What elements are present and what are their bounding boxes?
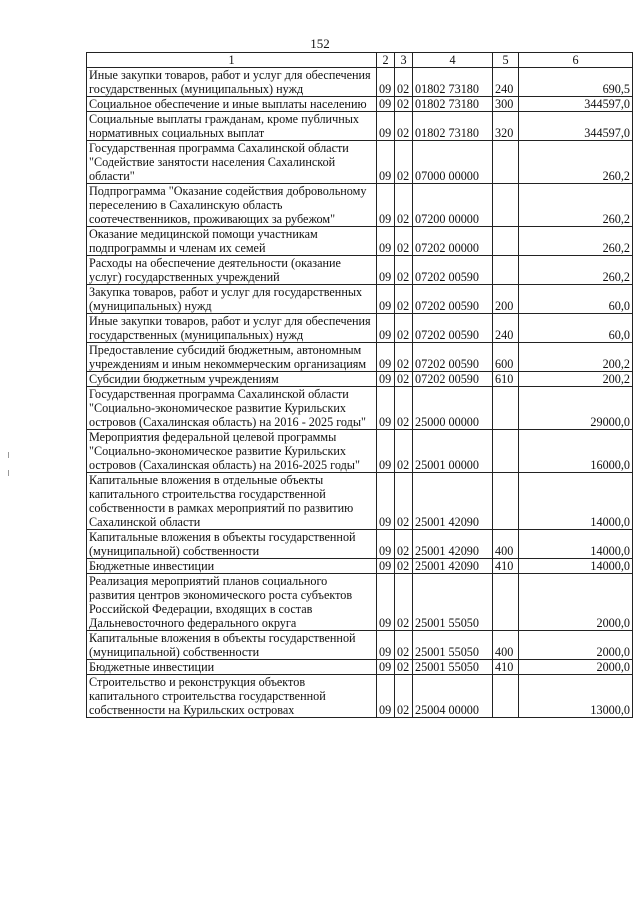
expense-name: Государственная программа Сахалинской области "Содействие занятости населения Сахалинской области" [87,141,377,184]
section-code: 09 [377,97,395,112]
expense-type-code [493,574,519,631]
target-article-code: 01802 73180 [413,112,493,141]
expense-name: Капитальные вложения в объекты государственной (муниципальной) собственности [87,530,377,559]
amount: 14000,0 [519,530,633,559]
section-code: 09 [377,141,395,184]
section-code: 09 [377,314,395,343]
expense-name: Социальные выплаты гражданам, кроме публичных нормативных социальных выплат [87,112,377,141]
header-cell: 5 [493,53,519,68]
target-article-code: 25004 00000 [413,675,493,718]
expense-name: Капитальные вложения в отдельные объекты капитального строительства государственной собственности в рамках мероприятий по развитию Сахалинской области [87,473,377,530]
expense-type-code: 240 [493,314,519,343]
section-code: 09 [377,343,395,372]
table-row [87,530,633,559]
expense-type-code: 410 [493,559,519,574]
target-article-code: 25001 55050 [413,660,493,675]
table-row [87,256,633,285]
section-code: 09 [377,184,395,227]
amount: 60,0 [519,314,633,343]
section-code: 09 [377,430,395,473]
amount: 260,2 [519,256,633,285]
section-code: 09 [377,574,395,631]
expense-type-code [493,141,519,184]
expense-type-code [493,675,519,718]
table-row [87,141,633,184]
section-code: 09 [377,660,395,675]
amount: 2000,0 [519,631,633,660]
expense-name: Реализация мероприятий планов социального развития центров экономического роста субъектов Российской Федерации, входящих в состав Дальневосточного федерального округа [87,574,377,631]
table-row [87,314,633,343]
subsection-code: 02 [395,184,413,227]
expense-name: Закупка товаров, работ и услуг для государственных (муниципальных) нужд [87,285,377,314]
target-article-code: 25001 55050 [413,631,493,660]
subsection-code: 02 [395,430,413,473]
target-article-code: 25000 00000 [413,387,493,430]
amount: 60,0 [519,285,633,314]
target-article-code: 25001 00000 [413,430,493,473]
expense-type-code: 240 [493,68,519,97]
table-row [87,184,633,227]
expense-name: Субсидии бюджетным учреждениям [87,372,377,387]
table-row [87,675,633,718]
amount: 200,2 [519,343,633,372]
target-article-code: 25001 42090 [413,530,493,559]
expense-type-code [493,430,519,473]
table-row [87,112,633,141]
expense-name: Социальное обеспечение и иные выплаты населению [87,97,377,112]
target-article-code: 07202 00590 [413,372,493,387]
expense-name: Бюджетные инвестиции [87,660,377,675]
amount: 2000,0 [519,660,633,675]
subsection-code: 02 [395,473,413,530]
expense-type-code: 300 [493,97,519,112]
table-row [87,430,633,473]
subsection-code: 02 [395,574,413,631]
expense-name: Оказание медицинской помощи участникам подпрограммы и членам их семей [87,227,377,256]
expense-type-code: 610 [493,372,519,387]
page-number: 152 [310,36,330,51]
amount: 260,2 [519,141,633,184]
header-cell: 6 [519,53,633,68]
target-article-code: 07000 00000 [413,141,493,184]
expense-name: Подпрограмма "Оказание содействия добровольному переселению в Сахалинскую область соотечественников, проживающих за рубежом" [87,184,377,227]
subsection-code: 02 [395,97,413,112]
amount: 16000,0 [519,430,633,473]
section-code: 09 [377,112,395,141]
expense-type-code: 400 [493,530,519,559]
subsection-code: 02 [395,112,413,141]
table-row [87,68,633,97]
expense-type-code [493,184,519,227]
target-article-code: 07202 00590 [413,285,493,314]
expense-name: Капитальные вложения в объекты государственной (муниципальной) собственности [87,631,377,660]
target-article-code: 07202 00590 [413,343,493,372]
expense-type-code: 600 [493,343,519,372]
section-code: 09 [377,68,395,97]
header-row [87,53,633,68]
amount: 260,2 [519,184,633,227]
amount: 2000,0 [519,574,633,631]
subsection-code: 02 [395,631,413,660]
amount: 29000,0 [519,387,633,430]
amount: 260,2 [519,227,633,256]
table-row [87,97,633,112]
subsection-code: 02 [395,530,413,559]
subsection-code: 02 [395,141,413,184]
table-row [87,387,633,430]
subsection-code: 02 [395,559,413,574]
header-cell: 2 [377,53,395,68]
header-cell: 3 [395,53,413,68]
section-code: 09 [377,285,395,314]
scan-mark [8,452,9,458]
target-article-code: 25001 42090 [413,473,493,530]
subsection-code: 02 [395,660,413,675]
subsection-code: 02 [395,256,413,285]
expense-type-code: 400 [493,631,519,660]
expense-name: Иные закупки товаров, работ и услуг для обеспечения государственных (муниципальных) нужд [87,314,377,343]
table-row [87,285,633,314]
section-code: 09 [377,372,395,387]
section-code: 09 [377,473,395,530]
section-code: 09 [377,387,395,430]
budget-table [86,52,633,718]
table-row [87,660,633,675]
expense-type-code: 200 [493,285,519,314]
subsection-code: 02 [395,387,413,430]
subsection-code: 02 [395,227,413,256]
amount: 690,5 [519,68,633,97]
expense-name: Строительство и реконструкция объектов капитального строительства государственной собственности на Курильских островах [87,675,377,718]
header-cell: 4 [413,53,493,68]
section-code: 09 [377,256,395,285]
amount: 13000,0 [519,675,633,718]
expense-type-code: 410 [493,660,519,675]
table-row [87,631,633,660]
target-article-code: 07202 00000 [413,227,493,256]
target-article-code: 01802 73180 [413,68,493,97]
target-article-code: 07200 00000 [413,184,493,227]
amount: 344597,0 [519,97,633,112]
amount: 14000,0 [519,473,633,530]
section-code: 09 [377,631,395,660]
expense-name: Иные закупки товаров, работ и услуг для обеспечения государственных (муниципальных) нужд [87,68,377,97]
subsection-code: 02 [395,314,413,343]
subsection-code: 02 [395,675,413,718]
expense-type-code: 320 [493,112,519,141]
subsection-code: 02 [395,68,413,97]
subsection-code: 02 [395,343,413,372]
table-row [87,227,633,256]
section-code: 09 [377,675,395,718]
table-row [87,473,633,530]
expense-type-code [493,387,519,430]
amount: 344597,0 [519,112,633,141]
expense-name: Предоставление субсидий бюджетным, автономным учреждениям и иным некоммерческим организациям [87,343,377,372]
table-row [87,343,633,372]
target-article-code: 25001 55050 [413,574,493,631]
subsection-code: 02 [395,285,413,314]
expense-name: Государственная программа Сахалинской области "Социально-экономическое развитие Курильских островов (Сахалинская область) на 2016 - 2025 годы" [87,387,377,430]
expense-type-code [493,473,519,530]
scan-mark [8,470,9,476]
target-article-code: 25001 42090 [413,559,493,574]
target-article-code: 07202 00590 [413,256,493,285]
amount: 14000,0 [519,559,633,574]
subsection-code: 02 [395,372,413,387]
table-row [87,559,633,574]
amount: 200,2 [519,372,633,387]
target-article-code: 07202 00590 [413,314,493,343]
expense-name: Бюджетные инвестиции [87,559,377,574]
header-cell: 1 [87,53,377,68]
expense-type-code [493,227,519,256]
expense-name: Мероприятия федеральной целевой программы "Социально-экономическое развитие Курильских островов (Сахалинская область) на 2016-2025 годы" [87,430,377,473]
section-code: 09 [377,530,395,559]
target-article-code: 01802 73180 [413,97,493,112]
table-row [87,372,633,387]
expense-type-code [493,256,519,285]
section-code: 09 [377,559,395,574]
section-code: 09 [377,227,395,256]
table-row [87,574,633,631]
expense-name: Расходы на обеспечение деятельности (оказание услуг) государственных учреждений [87,256,377,285]
